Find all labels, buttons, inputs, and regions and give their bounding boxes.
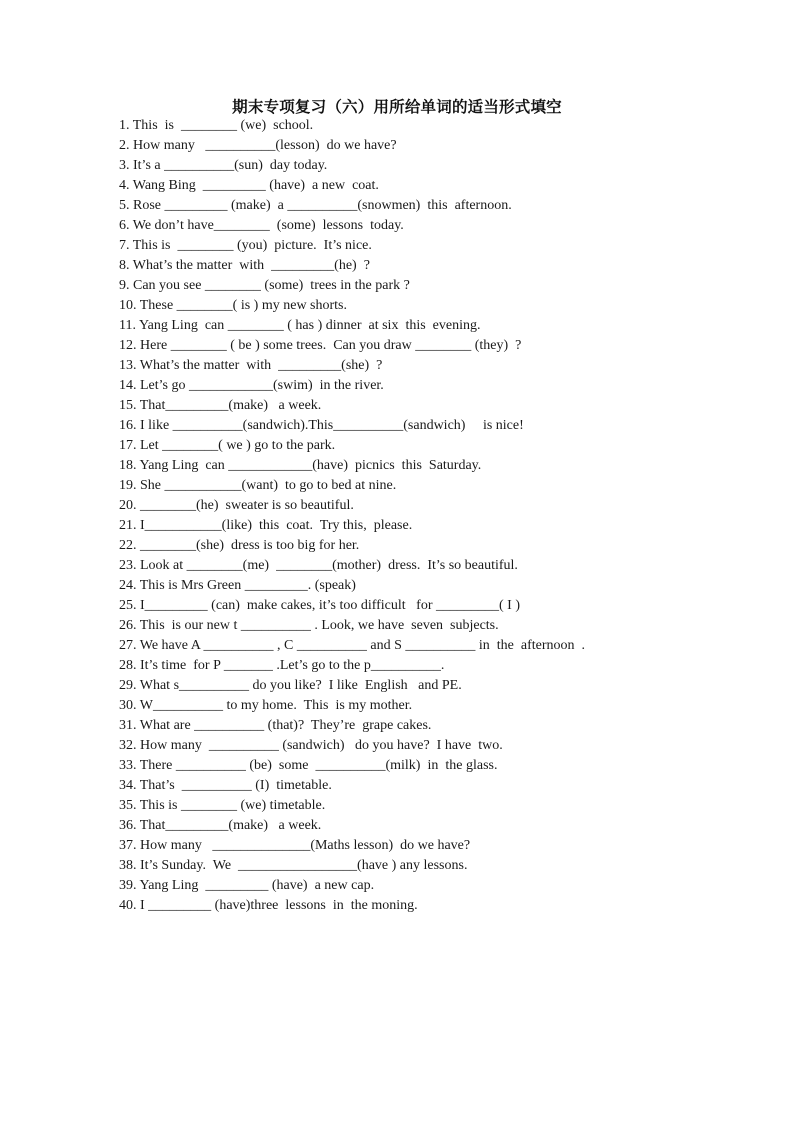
question-item: 10. These ________( is ) my new shorts. [119,298,347,313]
question-item: 19. She ___________(want) to go to bed at nine. [119,478,397,493]
question-item: 11. Yang Ling can ________ ( has ) dinner at six this evening. [119,318,481,333]
question-item: 25. I_________ (can) make cakes, it’s too difficult for _________( I ) [119,598,520,613]
question-item: 18. Yang Ling can ____________(have) picnics this Saturday. [119,458,482,473]
question-item: 17. Let ________( we ) go to the park. [119,438,336,453]
question-item: 13. What’s the matter with _________(she) ? [119,358,383,373]
question-item: 8. What’s the matter with _________(he) ? [119,258,370,273]
question-item: 39. Yang Ling _________ (have) a new cap. [119,878,375,893]
question-item: 29. What s__________ do you like? I like English and PE. [119,678,462,693]
question-item: 30. W__________ to my home. This is my mother. [119,698,413,713]
question-item: 33. There __________ (be) some __________(milk) in the glass. [119,758,498,773]
question-item: 34. That’s __________ (I) timetable. [119,778,332,793]
question-item: 9. Can you see ________ (some) trees in the park ? [119,278,410,293]
question-item: 7. This is ________ (you) picture. It’s nice. [119,238,372,253]
question-item: 14. Let’s go ____________(swim) in the river. [119,378,384,393]
question-item: 36. That_________(make) a week. [119,818,322,833]
question-item: 1. This is ________ (we) school. [119,118,314,133]
question-item: 5. Rose _________ (make) a __________(snowmen) this afternoon. [119,198,512,213]
question-item: 2. How many __________(lesson) do we have? [119,138,397,153]
question-item: 35. This is ________ (we) timetable. [119,798,326,813]
question-item: 12. Here ________ ( be ) some trees. Can you draw ________ (they) ? [119,338,522,353]
question-item: 32. How many __________ (sandwich) do you have? I have two. [119,738,503,753]
question-item: 37. How many ______________(Maths lesson) do we have? [119,838,471,853]
question-item: 21. I___________(like) this coat. Try this, please. [119,518,413,533]
question-item: 28. It’s time for P _______ .Let’s go to the p__________. [119,658,445,673]
question-item: 22. ________(she) dress is too big for her. [119,538,360,553]
question-item: 27. We have A __________ , C __________ and S __________ in the afternoon . [119,638,586,653]
question-item: 20. ________(he) sweater is so beautiful. [119,498,354,513]
question-item: 38. It’s Sunday. We _________________(have ) any lessons. [119,858,468,873]
question-list [119,116,759,916]
question-item: 3. It’s a __________(sun) day today. [119,158,328,173]
question-item: 4. Wang Bing _________ (have) a new coat. [119,178,379,193]
question-item: 31. What are __________ (that)? They’re grape cakes. [119,718,432,733]
question-item: 16. I like __________(sandwich).This__________(sandwich) is nice! [119,418,524,433]
question-item: 23. Look at ________(me) ________(mother) dress. It’s so beautiful. [119,558,518,573]
question-item: 26. This is our new t __________ . Look, we have seven subjects. [119,618,499,633]
question-item: 24. This is Mrs Green _________. (speak) [119,578,356,593]
question-item: 15. That_________(make) a week. [119,398,322,413]
question-item: 6. We don’t have________ (some) lessons today. [119,218,404,233]
question-item: 40. I _________ (have)three lessons in the moning. [119,898,418,913]
worksheet-title: 期末专项复习（六）用所给单词的适当形式填空 [232,98,562,116]
